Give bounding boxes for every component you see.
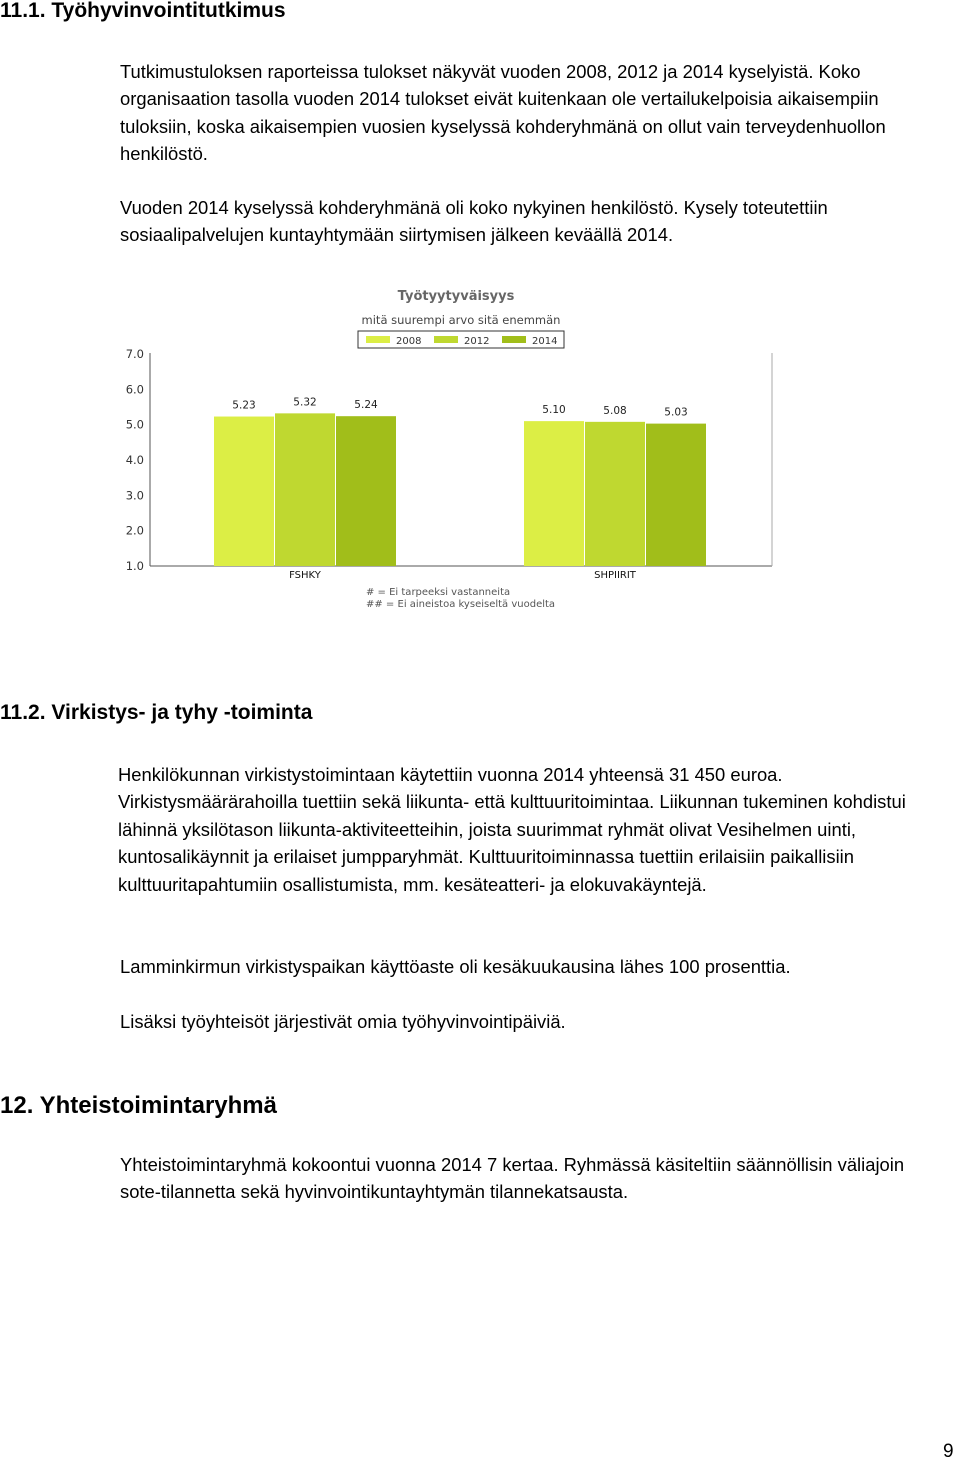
chart-footnote-2: ## = Ei aineistoa kyseiseltä vuodelta: [366, 599, 556, 610]
bar-value-label: 5.08: [603, 404, 627, 417]
bar-shpiirit-2014: [646, 424, 706, 566]
bar-value-label: 5.24: [354, 399, 378, 412]
paragraph-wellbeing-days: Lisäksi työyhteisöt järjestivät omia työhyvinvointipäiviä.: [120, 1011, 566, 1032]
bar-fshky-2008: [214, 417, 274, 566]
chart-footnote-1: # = Ei tarpeeksi vastanneita: [366, 587, 511, 598]
y-tick-label: 4.0: [125, 453, 144, 467]
heading-11-2: 11.2. Virkistys- ja tyhy -toiminta: [0, 701, 313, 724]
legend-label-2014: 2014: [532, 336, 558, 347]
bar-value-label: 5.03: [664, 406, 688, 419]
chart-legend: [366, 336, 557, 347]
legend-label-2012: 2012: [464, 336, 490, 347]
y-tick-label: 3.0: [125, 488, 144, 503]
bar-shpiirit-2008: [524, 421, 584, 566]
legend-swatch-2014: [502, 336, 526, 343]
bar-value-label: 5.23: [232, 399, 256, 412]
paragraph-survey-target-group: Vuoden 2014 kyselyssä kohderyhmänä oli koko nykyinen henkilöstö. Kysely toteutettiin sosiaalipalvelujen kuntayhtymään siirtymisen jälkeen keväällä 2014.: [120, 197, 828, 246]
y-axis-ticks: [126, 347, 144, 573]
heading-12: 12. Yhteistoimintaryhmä: [0, 1092, 277, 1119]
paragraph-survey-results: Tutkimustuloksen raporteissa tulokset näkyvät vuoden 2008, 2012 ja 2014 kyselyistä. Koko organisaation tasolla vuoden 2014 tulokset eivät kuitenkaan ole vertailukelpoisia aikaisempiin tuloksiin, koska aikaisempien vuosien kyselyssä kohderyhmänä on ollut vain terveydenhuollon henkilöstö.: [120, 61, 886, 165]
satisfaction-bar-chart: [120, 278, 780, 618]
chart-bars: [214, 396, 706, 566]
heading-11-1: 11.1. Työhyvinvointitutkimus: [0, 0, 286, 22]
y-tick-label: 2.0: [125, 523, 144, 538]
x-category-label: SHPIIRIT: [594, 570, 636, 581]
bar-value-label: 5.10: [542, 404, 566, 417]
y-tick-label: 1.0: [125, 559, 144, 573]
y-tick-label: 5.0: [125, 417, 144, 432]
y-tick-label: 7.0: [125, 347, 144, 361]
x-axis-labels: [289, 570, 637, 581]
bar-fshky-2014: [336, 416, 396, 566]
chart-subtitle: mitä suurempi arvo sitä enemmän: [361, 313, 561, 327]
x-category-label: FSHKY: [289, 570, 321, 581]
paragraph-cooperation-group: Yhteistoimintaryhmä kokoontui vuonna 2014 7 kertaa. Ryhmässä käsiteltiin säännöllisin väliajoin sote-tilannetta sekä hyvinvointikuntayhtymän tilannekatsausta.: [120, 1154, 905, 1203]
paragraph-lamminkirmu: Lamminkirmun virkistyspaikan käyttöaste oli kesäkuukausina lähes 100 prosenttia.: [120, 956, 791, 977]
chart-title: Työtyytyväisyys: [397, 289, 515, 304]
y-tick-label: 6.0: [125, 382, 144, 397]
bar-value-label: 5.32: [293, 396, 317, 409]
legend-label-2008: 2008: [396, 336, 422, 347]
paragraph-recreation-budget: Henkilökunnan virkistystoimintaan käytettiin vuonna 2014 yhteensä 31 450 euroa. Virkistysmäärärahoilla tuettiin sekä liikunta- että kulttuuritoimintaa. Liikunnan tukeminen kohdistui lähinnä yksilötason liikunta-aktiviteetteihin, joista suurimmat ryhmät olivat Vesihelmen uinti, kuntosalikäynnit ja erilaiset jumpparyhmät. Kulttuuritoiminnassa tuettiin erilaisiin paikallisiin kulttuuritapahtumiin osallistumista, mm. kesäteatteri- ja elokuvakäyntejä.: [118, 764, 906, 895]
legend-swatch-2008: [366, 336, 390, 343]
bar-fshky-2012: [275, 413, 335, 566]
page-number: 9: [943, 1441, 954, 1462]
legend-swatch-2012: [434, 336, 458, 343]
bar-shpiirit-2012: [585, 422, 645, 566]
